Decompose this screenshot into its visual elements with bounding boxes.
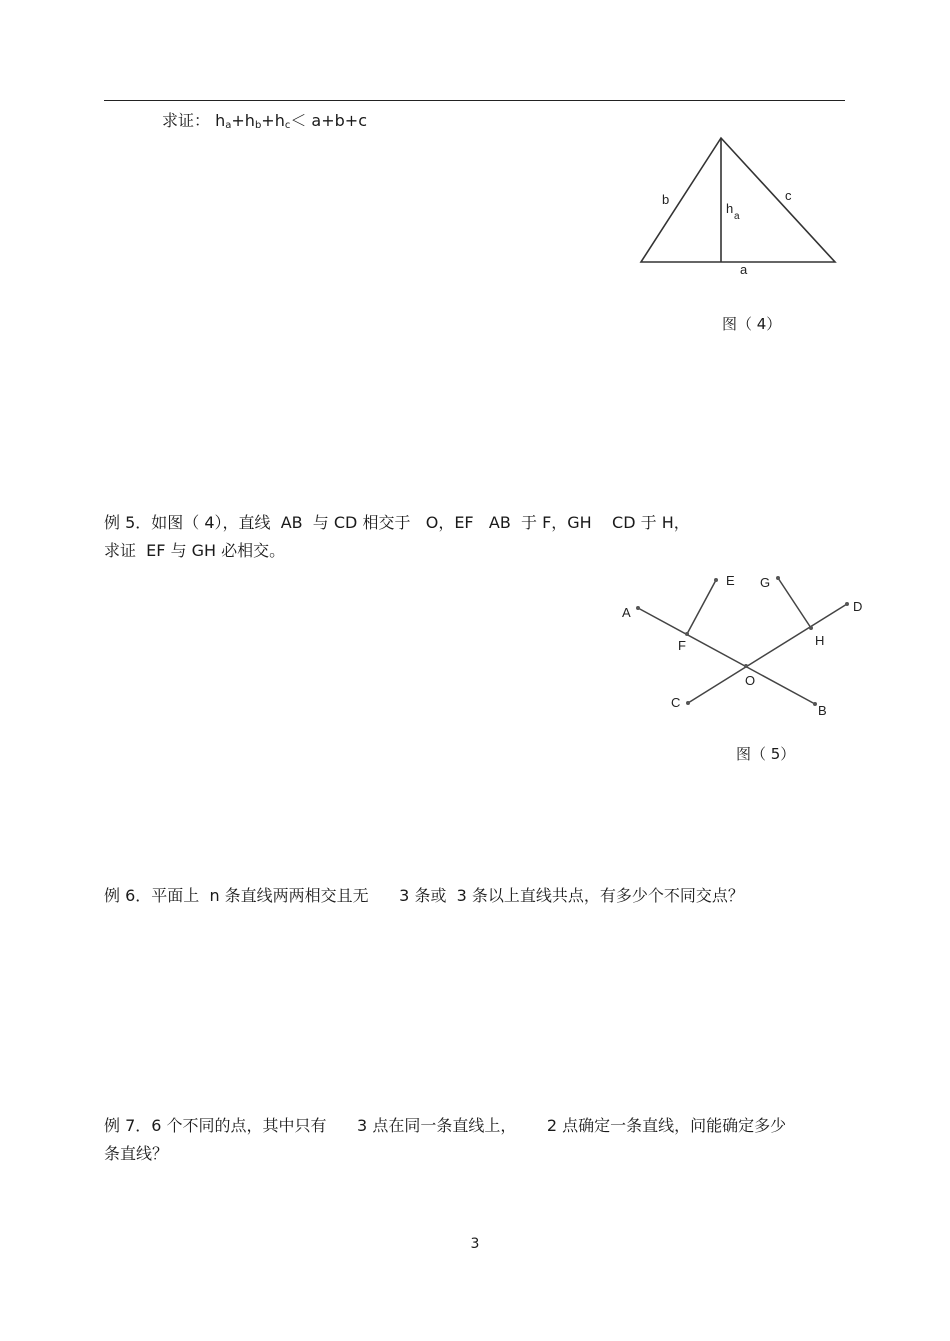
segment-EF (687, 580, 716, 634)
line-CD (688, 604, 847, 703)
figure-5-caption: 图（ 5） (736, 745, 796, 763)
figure-4-caption: 图（ 4） (722, 315, 782, 333)
example-5-line-2: 求证 EF 与 GH 必相交。 (104, 541, 286, 560)
label-E: E (726, 573, 735, 588)
example-6-line-1: 例 6．平面上 n 条直线两两相交且无 3 条或 3 条以上直线共点，有多少个不同交点？ (104, 886, 744, 905)
point-G (776, 576, 780, 580)
label-H: H (815, 633, 825, 648)
point-B (813, 702, 817, 706)
proof-label: 求证： (162, 111, 211, 130)
label-G: G (760, 575, 771, 590)
label-A: A (622, 605, 631, 620)
label-D: D (853, 599, 863, 614)
altitude-h-sub: a (734, 211, 740, 222)
label-O: O (745, 673, 756, 688)
page-number: 3 (470, 1236, 480, 1252)
point-O (744, 664, 748, 668)
point-E (714, 578, 718, 582)
altitude-h-label: h (726, 201, 734, 216)
line-AB (638, 608, 815, 704)
label-B: B (818, 703, 827, 718)
point-H (809, 626, 813, 630)
point-A (636, 606, 640, 610)
side-c-label: c (785, 188, 792, 203)
point-F (685, 632, 689, 636)
example-5-line-1: 例 5．如图（ 4），直线 AB 与 CD 相交于 O，EF AB 于 F，GH CD 于 H， (104, 513, 690, 532)
example-7-line-2: 条直线？ (104, 1144, 169, 1163)
example-7-line-1: 例 7．6 个不同的点，其中只有 3 点在同一条直线上， 2 点确定一条直线，问能确定多少 (104, 1116, 787, 1135)
label-F: F (678, 638, 686, 653)
segment-GH (778, 578, 811, 628)
label-C: C (671, 695, 681, 710)
side-a-label: a (740, 262, 748, 277)
side-b-label: b (662, 192, 670, 207)
point-C (686, 701, 690, 705)
point-D (845, 602, 849, 606)
proof-statement: 求证： $h_a+h_b+h_c< a+b+c$ (162, 111, 368, 131)
